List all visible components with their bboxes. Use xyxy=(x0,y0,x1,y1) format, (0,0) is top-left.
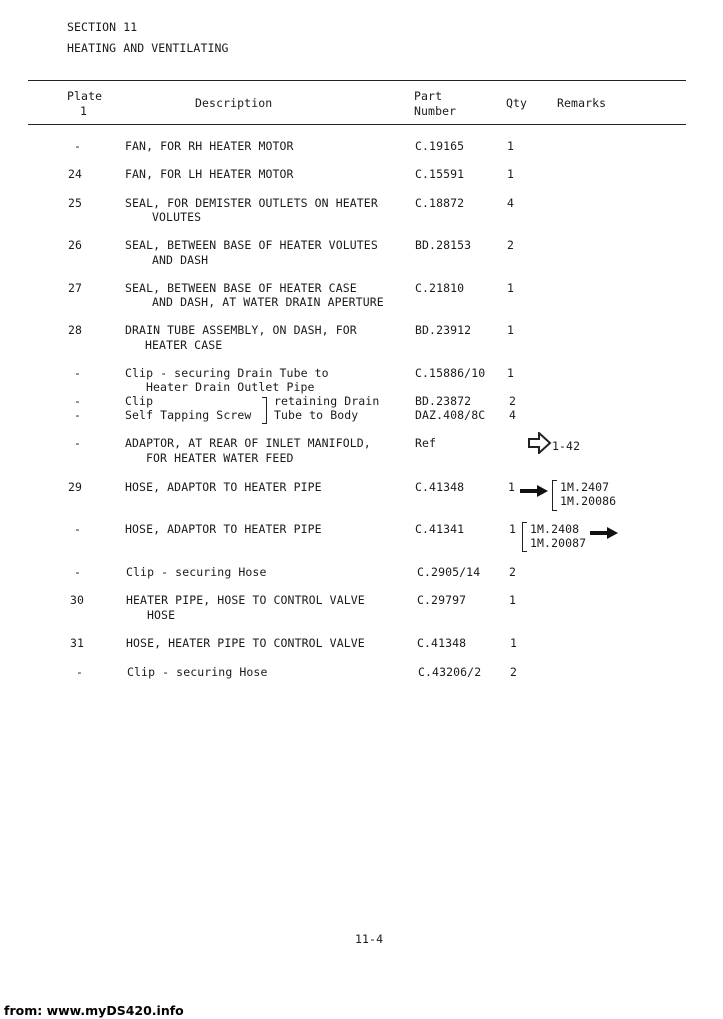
row-qty: 1 xyxy=(510,636,518,650)
row-desc: SEAL, FOR DEMISTER OUTLETS ON HEATER xyxy=(125,196,378,210)
row-desc-cont: AND DASH, AT WATER DRAIN APERTURE xyxy=(152,295,384,309)
row-qty: 2 xyxy=(510,665,518,679)
remark-line: 1M.2407 xyxy=(560,480,610,494)
col-part-line1: Part xyxy=(414,89,443,103)
row-desc: SEAL, BETWEEN BASE OF HEATER CASE xyxy=(125,281,357,295)
row-plate: 31 xyxy=(70,636,85,650)
row-part: C.18872 xyxy=(415,196,465,210)
row-desc: ADAPTOR, AT REAR OF INLET MANIFOLD, xyxy=(125,436,371,450)
row-qty: 1 xyxy=(508,480,516,494)
page-number: 11-4 xyxy=(355,932,384,946)
row-part: C.41341 xyxy=(415,522,465,536)
col-plate-line2: 1 xyxy=(80,104,88,118)
retaining-note-line2: Tube to Body xyxy=(274,408,359,422)
row-qty: 1 xyxy=(507,167,515,181)
row-plate: 28 xyxy=(68,323,83,337)
row-desc-cont: VOLUTES xyxy=(152,210,202,224)
row-plate: - xyxy=(74,565,82,579)
section-title: HEATING AND VENTILATING xyxy=(67,41,229,55)
col-part-line2: Number xyxy=(414,104,457,118)
row-part: C.15591 xyxy=(415,167,465,181)
row-part: DAZ.408/8C xyxy=(415,408,486,422)
retaining-note-line1: retaining Drain xyxy=(274,394,380,408)
remark-line: 1M.20086 xyxy=(560,494,617,508)
row-desc: HOSE, HEATER PIPE TO CONTROL VALVE xyxy=(126,636,365,650)
row-plate: 25 xyxy=(68,196,83,210)
row-plate: - xyxy=(74,522,82,536)
row-part: C.21810 xyxy=(415,281,465,295)
col-plate-line1: Plate xyxy=(67,89,103,103)
row-desc-cont: HOSE xyxy=(147,608,176,622)
row-desc: HOSE, ADAPTOR TO HEATER PIPE xyxy=(125,480,322,494)
header-bottom-rule xyxy=(28,124,686,125)
col-qty: Qty xyxy=(506,96,528,110)
row-qty: 2 xyxy=(509,565,517,579)
row-plate: 30 xyxy=(70,593,85,607)
row-desc: HOSE, ADAPTOR TO HEATER PIPE xyxy=(125,522,322,536)
row-desc: HEATER PIPE, HOSE TO CONTROL VALVE xyxy=(126,593,365,607)
row-desc: Clip - securing Hose xyxy=(127,665,268,679)
row-plate: - xyxy=(74,394,82,408)
row-qty: 4 xyxy=(509,408,517,422)
row-qty: 1 xyxy=(507,139,515,153)
row-plate: - xyxy=(74,408,82,422)
row-part: BD.23872 xyxy=(415,394,472,408)
row-desc: FAN, FOR LH HEATER MOTOR xyxy=(125,167,294,181)
remark-bracket xyxy=(522,522,527,552)
row-desc: FAN, FOR RH HEATER MOTOR xyxy=(125,139,294,153)
col-remarks: Remarks xyxy=(557,96,607,110)
row-plate: 27 xyxy=(68,281,83,295)
row-qty: 1 xyxy=(509,522,517,536)
row-qty: 1 xyxy=(507,323,515,337)
row-part: C.2905/14 xyxy=(417,565,481,579)
source-footer: from: www.myDS420.info xyxy=(4,1003,184,1018)
row-qty: 2 xyxy=(509,394,517,408)
col-description: Description xyxy=(195,96,273,110)
row-part: Ref xyxy=(415,436,437,450)
retaining-bracket xyxy=(262,397,267,424)
row-desc-cont: HEATER CASE xyxy=(145,338,223,352)
row-desc: Self Tapping Screw xyxy=(125,408,252,422)
row-desc-cont: AND DASH xyxy=(152,253,209,267)
row-part: C.43206/2 xyxy=(418,665,482,679)
outline-arrow-icon xyxy=(528,432,552,454)
row-desc: Clip - securing Hose xyxy=(126,565,267,579)
section-number: SECTION 11 xyxy=(67,20,138,34)
remark-line: 1M.2408 xyxy=(530,522,580,536)
solid-arrow-icon xyxy=(519,484,549,498)
row-part: C.41348 xyxy=(415,480,465,494)
row-part: BD.23912 xyxy=(415,323,472,337)
row-qty: 2 xyxy=(507,238,515,252)
remark-line: 1M.20087 xyxy=(530,536,587,550)
row-plate: - xyxy=(74,436,82,450)
row-plate: 24 xyxy=(68,167,83,181)
remark-ref: 1-42 xyxy=(552,439,581,453)
row-part: C.15886/10 xyxy=(415,366,486,380)
row-plate: - xyxy=(74,139,82,153)
row-desc-cont: Heater Drain Outlet Pipe xyxy=(146,380,315,394)
row-plate: - xyxy=(76,665,84,679)
row-desc: Clip - securing Drain Tube to xyxy=(125,366,329,380)
solid-arrow-icon xyxy=(589,526,619,540)
row-desc-cont: FOR HEATER WATER FEED xyxy=(146,451,294,465)
remark-bracket xyxy=(552,480,557,511)
row-part: C.29797 xyxy=(417,593,467,607)
row-qty: 1 xyxy=(507,281,515,295)
row-desc: SEAL, BETWEEN BASE OF HEATER VOLUTES xyxy=(125,238,378,252)
row-part: BD.28153 xyxy=(415,238,472,252)
row-desc: Clip xyxy=(125,394,154,408)
header-top-rule xyxy=(28,80,686,81)
row-plate: - xyxy=(74,366,82,380)
row-plate: 26 xyxy=(68,238,83,252)
row-part: C.19165 xyxy=(415,139,465,153)
row-desc: DRAIN TUBE ASSEMBLY, ON DASH, FOR xyxy=(125,323,357,337)
row-qty: 1 xyxy=(507,366,515,380)
row-plate: 29 xyxy=(68,480,83,494)
row-part: C.41348 xyxy=(417,636,467,650)
row-qty: 4 xyxy=(507,196,515,210)
row-qty: 1 xyxy=(509,593,517,607)
